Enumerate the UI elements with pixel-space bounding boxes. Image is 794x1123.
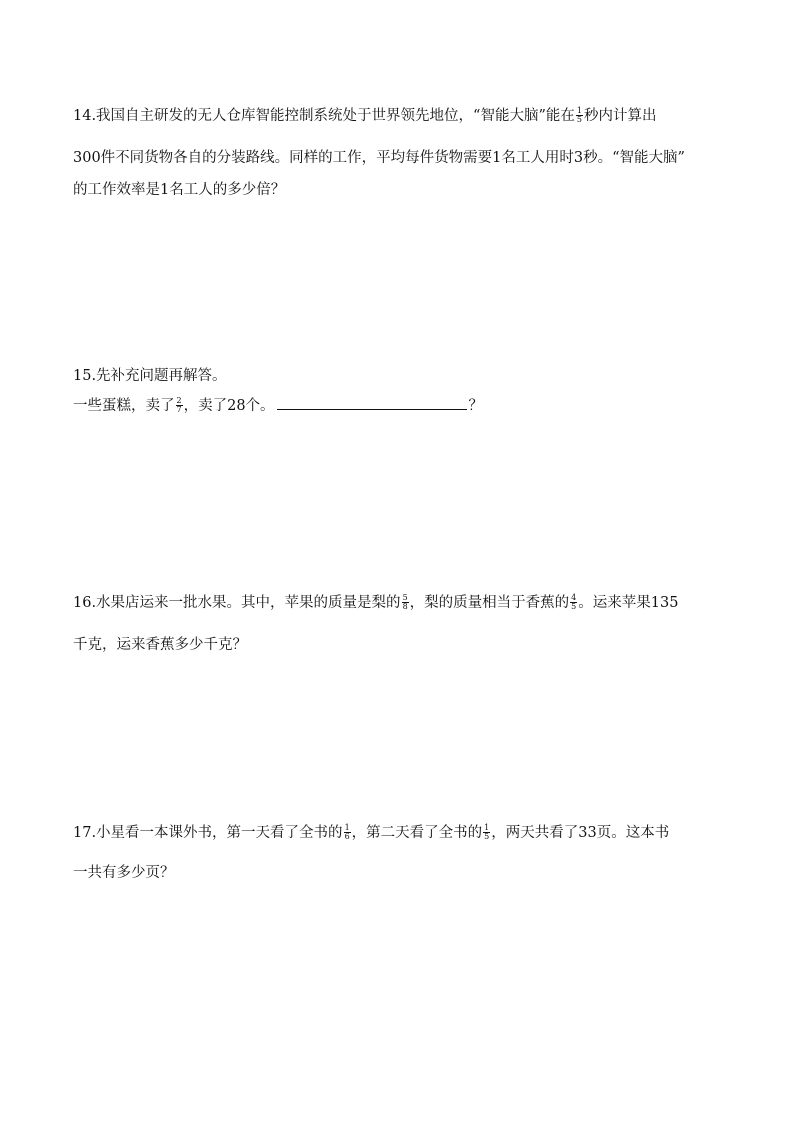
- question-17-line-1: [73, 821, 669, 842]
- question-17-text-1a: 17.小星看一本课外书，第一天看了全书的: [73, 825, 343, 841]
- fraction-numerator: 1: [576, 105, 582, 115]
- fraction-one-fifth: [483, 824, 490, 841]
- fraction-one-sixth: [344, 824, 351, 841]
- question-16-text-1a: 16.水果店运来一批水果。其中，苹果的质量是梨的: [73, 595, 401, 611]
- question-14-line-2: 300件不同货物各自的分装路线。同样的工作，平均每件货物需要1名工人用时3秒。“智能大脑”: [73, 150, 685, 166]
- fraction-denominator: 6: [344, 831, 350, 841]
- question-16-line-1: [73, 591, 678, 612]
- question-14-text-1b: 秒内计算出: [583, 108, 657, 124]
- fraction-denominator: 5: [571, 601, 577, 611]
- fraction-numerator: 4: [571, 592, 577, 602]
- question-17-text-1c: ，两天共看了33页。这本书: [491, 825, 670, 841]
- question-14-line-1: [73, 104, 656, 125]
- question-15-text-2c: ？: [468, 398, 484, 414]
- question-16-text-1b: ，梨的质量相当于香蕉的: [409, 595, 570, 611]
- question-16-line-2: 千克，运来香蕉多少千克？: [73, 637, 247, 653]
- fraction-numerator: 2: [176, 395, 182, 405]
- question-16-text-1c: 。运来苹果135: [578, 595, 679, 611]
- question-14-line-3: 的工作效率是1名工人的多少倍？: [73, 182, 286, 198]
- fraction-one-fifth: [576, 107, 583, 124]
- fraction-numerator: 1: [344, 822, 350, 832]
- question-15-line-1: 15.先补充问题再解答。: [73, 368, 227, 384]
- question-17-text-1b: ，第二天看了全书的: [351, 825, 483, 841]
- question-17-line-2: 一共有多少页？: [73, 865, 175, 881]
- question-15-text-2a: 一些蛋糕，卖了: [73, 398, 175, 414]
- question-14-text-1a: 14.我国自主研发的无人仓库智能控制系统处于世界领先地位，“智能大脑”能在: [73, 108, 575, 124]
- fraction-denominator: 5: [484, 831, 490, 841]
- fraction-numerator: 1: [484, 822, 490, 832]
- fraction-five-eighths: [402, 594, 409, 611]
- question-15-text-2b: ，卖了28个。: [183, 398, 275, 414]
- answer-blank[interactable]: [277, 395, 467, 410]
- fraction-denominator: 5: [576, 114, 582, 124]
- fraction-denominator: 8: [402, 601, 408, 611]
- question-15-line-2: [73, 394, 483, 415]
- fraction-numerator: 5: [402, 592, 408, 602]
- fraction-four-fifths: [570, 594, 577, 611]
- fraction-denominator: 7: [176, 404, 182, 414]
- fraction-two-sevenths: [176, 397, 183, 414]
